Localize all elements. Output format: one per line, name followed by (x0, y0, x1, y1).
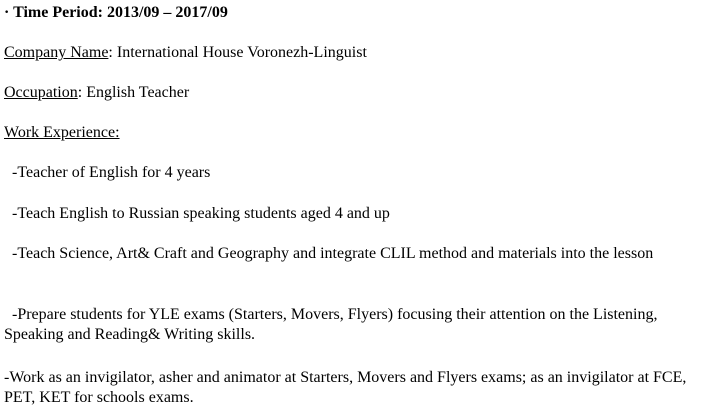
bullet: · (4, 4, 10, 21)
time-period-value: 2013/09 – 2017/09 (106, 4, 228, 21)
occupation-label: Occupation (4, 84, 78, 101)
experience-item-5: -Work as an invigilator, asher and animator at Starters, Movers and Flyers exams; as an invigilator at FCE, PET, KET for schools exams. (4, 369, 687, 406)
company-line (4, 43, 367, 63)
company-value: : International House Voronezh-Linguist (108, 44, 367, 61)
occupation-line (4, 83, 189, 103)
experience-item-4: -Prepare students for YLE exams (Starters, Movers, Flyers) focusing their attention on the Listening, Speaking and Reading& Writing skills. (4, 306, 658, 343)
experience-item-3: -Teach Science, Art& Craft and Geography and integrate CLIL method and materials into the lesson (12, 245, 654, 262)
time-period-line (4, 3, 228, 23)
experience-item-1: -Teacher of English for 4 years (12, 164, 211, 181)
experience-item-2: -Teach English to Russian speaking students aged 4 and up (12, 205, 390, 222)
company-label: Company Name (4, 44, 109, 61)
time-period-label: Time Period: (13, 4, 103, 21)
work-experience-heading: Work Experience: (4, 124, 120, 141)
occupation-value: : English Teacher (77, 84, 190, 101)
